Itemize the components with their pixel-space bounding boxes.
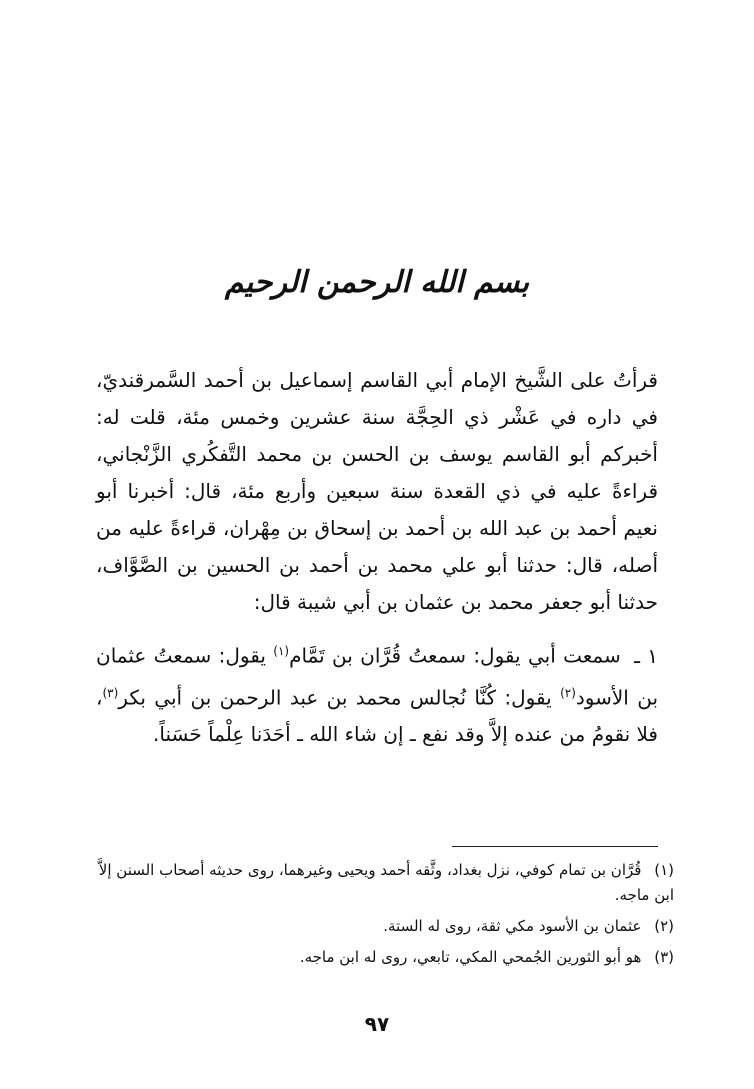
footnote-2 [82, 914, 674, 939]
footnote-divider [452, 846, 658, 847]
footnote-text: عثمان بن الأسود مكي ثقة، روى له الستة. [383, 917, 642, 935]
footnote-text: قُرَّان بن تمام كوفي، نزل بغداد، وثَّقه أحمد ويحيى وغيرهما، روى حديثه أصحاب السنن إلاَّ ابن ماجه. [98, 861, 674, 904]
hadith-text-part-2: يقول: سمعتُ عثمان بن الأسود [96, 643, 659, 710]
hadith-text-part-1: سمعت أبي يقول: سمعتُ قُرَّان بن تَمَّام [289, 643, 621, 668]
footnote-1 [82, 858, 674, 908]
page-number: ٩٧ [364, 1012, 390, 1036]
hadith-text-part-3: يقول: كُنَّا نُجالس محمد بن عبد الرحمن بن أبي بكر [118, 685, 552, 710]
hadith-paragraph [96, 633, 658, 753]
main-text [96, 362, 658, 753]
footnotes [82, 858, 674, 976]
footnote-number: (٣) [654, 948, 674, 966]
footnote-ref-3[interactable]: (٣) [102, 685, 119, 700]
isnad-paragraph: قرأتُ على الشَّيخ الإمام أبي القاسم إسماعيل بن أحمد السَّمرقنديّ، في داره في عَشْر ذي الحِجَّة سنة عشرين وخمس مئة، قلت له: أخبركم أبو القاسم يوسف بن الحسن بن محمد التَّفكُري الزَّنْجاني، قراءةً عليه في ذي القعدة سنة سبعين وأربع مئة، قال: أخبرنا أبو نعيم أحمد بن عبد الله بن أحمد بن إسحاق بن مِهْران، قراءةً عليه من أصله، قال: حدثنا أبو علي محمد بن أحمد بن الحسين بن الصَّوَّاف، حدثنا أبو جعفر محمد بن عثمان بن أبي شيبة قال: [96, 368, 658, 614]
footnote-ref-2[interactable]: (٢) [560, 685, 576, 700]
footnote-3 [82, 945, 674, 970]
basmala-heading: بسم الله الرحمن الرحيم [224, 265, 530, 300]
footnote-number: (١) [654, 861, 674, 879]
footnote-text: هو أبو الثورين الجُمحي المكي، تابعي، روى له ابن ماجه. [299, 948, 642, 966]
hadith-number: ١ ـ [634, 643, 659, 668]
footnote-number: (٢) [654, 917, 674, 935]
hadith-text-part-4: ، فلا نقومُ من عنده إلاَّ وقد نفع ـ إن شاء الله ـ أحَدَنا عِلْماً حَسَناً. [96, 685, 658, 747]
footnote-ref-1[interactable]: (١) [273, 644, 290, 658]
